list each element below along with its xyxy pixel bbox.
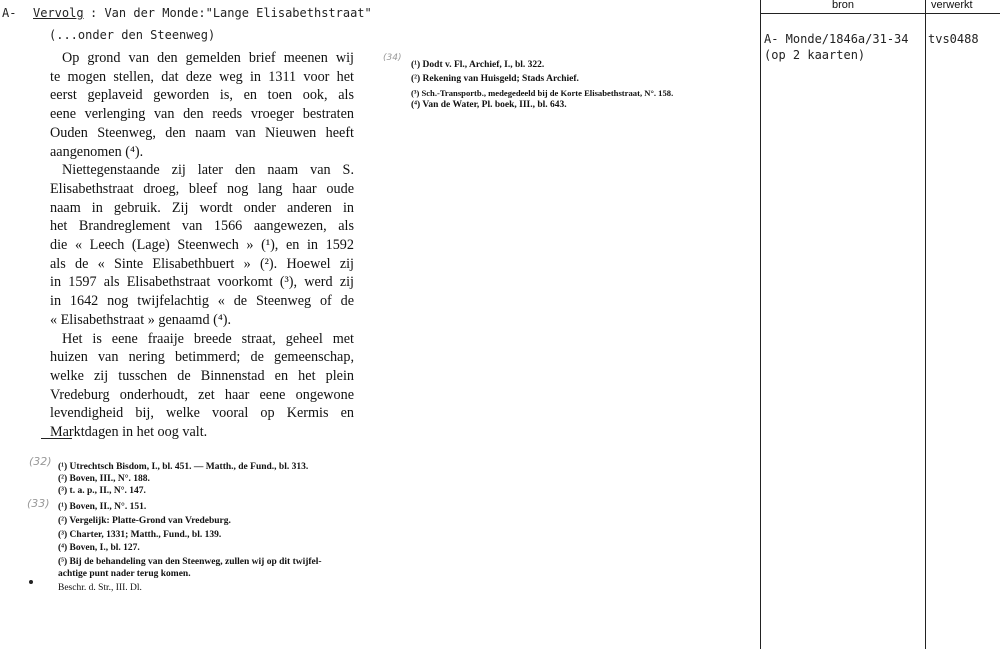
handwritten-number: (32) — [29, 455, 52, 468]
header-prefix: A- — [2, 6, 17, 20]
footnote: (⁴) Van de Water, Pl. boek, III., bl. 643. — [411, 100, 567, 110]
handwritten-number: (34) — [383, 53, 402, 63]
text-line: het Brandreglement van 1566 aangewezen, als — [50, 218, 354, 235]
paragraph-2 — [50, 161, 354, 329]
footnote-divider — [41, 438, 72, 439]
table-border — [925, 0, 926, 649]
text-line: eene verlenging van den reeds vroeger bestraten — [50, 106, 354, 123]
text-line: als de « Sinte Elisabethbuert » (²). Hoewel zij — [50, 255, 354, 272]
footnote: (⁴) Boven, I., bl. 127. — [58, 543, 140, 553]
body-text — [50, 49, 354, 442]
column-header-bron: bron — [832, 0, 855, 11]
header-title: : Van der Monde:"Lange Elisabethstraat" — [90, 6, 372, 20]
text-line: Elisabethstraat droeg, bleef nog lang haar oude — [50, 180, 354, 197]
paragraph-1 — [50, 49, 354, 161]
text-line: Het is eene fraaije breede straat, geheel met — [62, 330, 354, 347]
page-footer: Beschr. d. Str., III. Dl. — [58, 583, 142, 593]
page-mark — [29, 580, 33, 584]
text-line: eerst geplaveid geworden is, en toen ook, als — [50, 87, 354, 104]
text-line: levendigheid bij, welke vooral op Kermis en — [50, 405, 354, 422]
text-line: Op grond van den gemelden brief meenen wij — [62, 50, 354, 66]
verwerkt-cell: tvs0488 — [928, 32, 979, 46]
bron-cell: A- Monde/1846a/31-34 — [764, 32, 909, 46]
text-line: huizen van nering betimmerd; de gemeenschap, — [50, 349, 354, 366]
footnote: achtige punt nader terug komen. — [58, 569, 191, 579]
text-line: naam in gebruik. Zij wordt onder anderen in — [50, 199, 354, 216]
header-vervolg: Vervolg — [33, 6, 84, 20]
footnote: (¹) Dodt v. Fl., Archief, I., bl. 322. — [411, 60, 545, 70]
table-border — [760, 0, 761, 649]
header-subtitle: (...onder den Steenweg) — [49, 28, 216, 42]
text-line: aangenomen (⁴). — [50, 143, 144, 160]
handwritten-number: (33) — [27, 497, 50, 510]
footnote: (²) Boven, III., N°. 188. — [58, 474, 150, 484]
table-header-border — [760, 13, 1000, 14]
footnote: (²) Rekening van Huisgeld; Stads Archief. — [411, 74, 579, 84]
text-line: Ouden Steenweg, den naam van Nieuwen heeft — [50, 124, 354, 141]
text-line: te mogen stellen, dat deze weg in 1311 voor het — [50, 68, 354, 85]
text-line: Marktdagen in het oog valt. — [50, 424, 208, 441]
text-line: welke zij tusschen de Binnenstad en het plein — [50, 367, 354, 384]
text-line: Vredeburg onderhoudt, zet haar eene ongewone — [50, 386, 354, 403]
text-line: « Elisabethstraat » genaamd (⁴). — [50, 311, 232, 328]
footnote: (¹) Boven, II., N°. 151. — [58, 502, 147, 512]
footnote: (⁵) Bij de behandeling van den Steenweg, zullen wij op dit twijfel- — [58, 557, 322, 567]
bron-cell-note: (op 2 kaarten) — [764, 48, 866, 62]
footnote: (³) Sch.-Transportb., medegedeeld bij de Korte Elisabethstraat, N°. 158. — [411, 88, 674, 98]
paragraph-3 — [50, 330, 354, 442]
footnote: (³) t. a. p., II., N°. 147. — [58, 486, 146, 496]
text-line: in 1597 als Elisabethstraat voorkomt (³), werd zij — [50, 274, 354, 291]
column-header-verwerkt: verwerkt — [931, 0, 973, 11]
text-line: Niettegenstaande zij later den naam van S. — [62, 162, 354, 179]
footnote: (¹) Utrechtsch Bisdom, I., bl. 451. — Matth., de Fund., bl. 313. — [58, 462, 309, 472]
footnote: (³) Charter, 1331; Matth., Fund., bl. 139. — [58, 530, 222, 540]
footnote: (²) Vergelijk: Platte-Grond van Vredeburg. — [58, 516, 231, 526]
text-line: die « Leech (Lage) Steenwech » (¹), en in 1592 — [50, 237, 354, 254]
text-line: in 1642 nog twijfelachtig « de Steenweg of de — [50, 293, 354, 310]
